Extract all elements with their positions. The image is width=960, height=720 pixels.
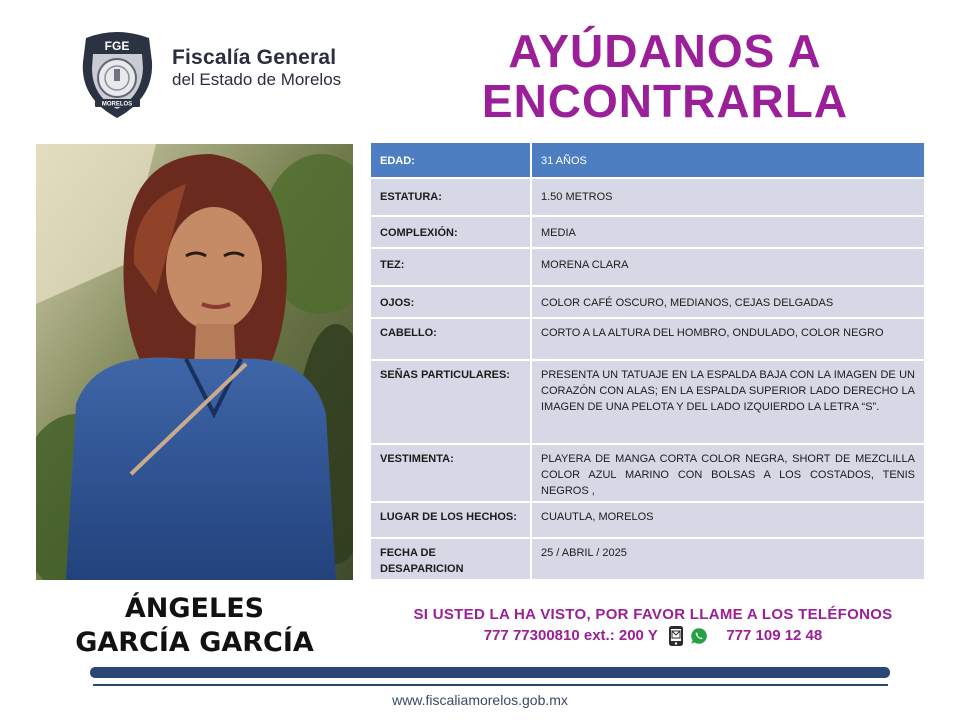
- label-complexion: COMPLEXIÓN:: [371, 217, 532, 249]
- row-complexion: [371, 217, 924, 249]
- label-cabello: CABELLO:: [371, 319, 532, 361]
- label-ojos: OJOS:: [371, 287, 532, 319]
- value-vestimenta: PLAYERA DE MANGA CORTA COLOR NEGRA, SHORT DE MEZCLILLA COLOR AZUL MARINO CON BOLSAS A LOS COSTADOS, TENIS NEGROS ,: [532, 445, 924, 503]
- label-edad: EDAD:: [371, 143, 532, 179]
- person-last-names: GARCÍA GARCÍA: [75, 627, 314, 658]
- org-name: [172, 46, 341, 90]
- whatsapp-icon: [690, 627, 708, 645]
- value-estatura: 1.50 METROS: [532, 179, 924, 217]
- phone-numbers: [378, 625, 928, 647]
- row-estatura: [371, 179, 924, 217]
- description-table: [371, 143, 924, 581]
- value-ojos: COLOR CAFÉ OSCURO, MEDIANOS, CEJAS DELGADAS: [532, 287, 924, 319]
- label-lugar-de-los-hechos: LUGAR DE LOS HECHOS:: [371, 503, 532, 539]
- row-lugar-de-los-hechos: [371, 503, 924, 539]
- fge-logo: [80, 28, 155, 120]
- value-lugar-de-los-hechos: CUAUTLA, MORELOS: [532, 503, 924, 539]
- org-name-line2: del Estado de Morelos: [172, 70, 342, 89]
- label-fecha-de-desaparicion: FECHA DE DESAPARICION: [371, 539, 532, 581]
- org-name-line1: Fiscalía General: [172, 46, 337, 69]
- headline-line2: ENCONTRARLA: [481, 75, 849, 127]
- missing-person-photo: [36, 144, 353, 580]
- row-cabello: [371, 319, 924, 361]
- value-senas-particulares: PRESENTA UN TATUAJE EN LA ESPALDA BAJA CON LA IMAGEN DE UN CORAZÓN CON ALAS; EN LA ESPALDA SUPERIOR LADO DERECHO LA IMAGEN DE UNA PELOTA Y DEL LADO IZQUIERDO LA LETRA “S”.: [532, 361, 924, 445]
- row-edad: [371, 143, 924, 179]
- row-fecha-de-desaparicion: [371, 539, 924, 581]
- footer-bar: [90, 667, 890, 678]
- person-name: [36, 592, 353, 660]
- row-vestimenta: [371, 445, 924, 503]
- row-tez: [371, 249, 924, 287]
- logo-badge-bottom: MORELOS: [101, 101, 133, 108]
- label-tez: TEZ:: [371, 249, 532, 287]
- value-tez: MORENA CLARA: [532, 249, 924, 287]
- website-url: www.fiscaliamorelos.gob.mx: [392, 692, 568, 708]
- label-estatura: ESTATURA:: [371, 179, 532, 217]
- row-senas-particulares: [371, 361, 924, 445]
- label-senas-particulares: SEÑAS PARTICULARES:: [371, 361, 532, 445]
- call-to-action: SI USTED LA HA VISTO, POR FAVOR LLAME A LOS TELÉFONOS: [413, 606, 893, 623]
- value-complexion: MEDIA: [532, 217, 924, 249]
- person-first-name: ÁNGELES: [124, 593, 265, 624]
- label-vestimenta: VESTIMENTA:: [371, 445, 532, 503]
- phone-number-1: 777 77300810 ext.: 200 Y: [483, 627, 658, 645]
- value-edad: 31 AÑOS: [532, 143, 924, 179]
- row-ojos: [371, 287, 924, 319]
- headline: [400, 26, 930, 126]
- headline-line1: AYÚDANOS A: [508, 25, 822, 77]
- footer-divider: [93, 684, 888, 686]
- phone-number-2: 777 109 12 48: [726, 627, 823, 645]
- value-fecha-de-desaparicion: 25 / ABRIL / 2025: [532, 539, 924, 581]
- value-cabello: CORTO A LA ALTURA DEL HOMBRO, ONDULADO, COLOR NEGRO: [532, 319, 924, 361]
- mobile-phone-icon: [668, 625, 684, 647]
- logo-badge-text: FGE: [104, 39, 130, 53]
